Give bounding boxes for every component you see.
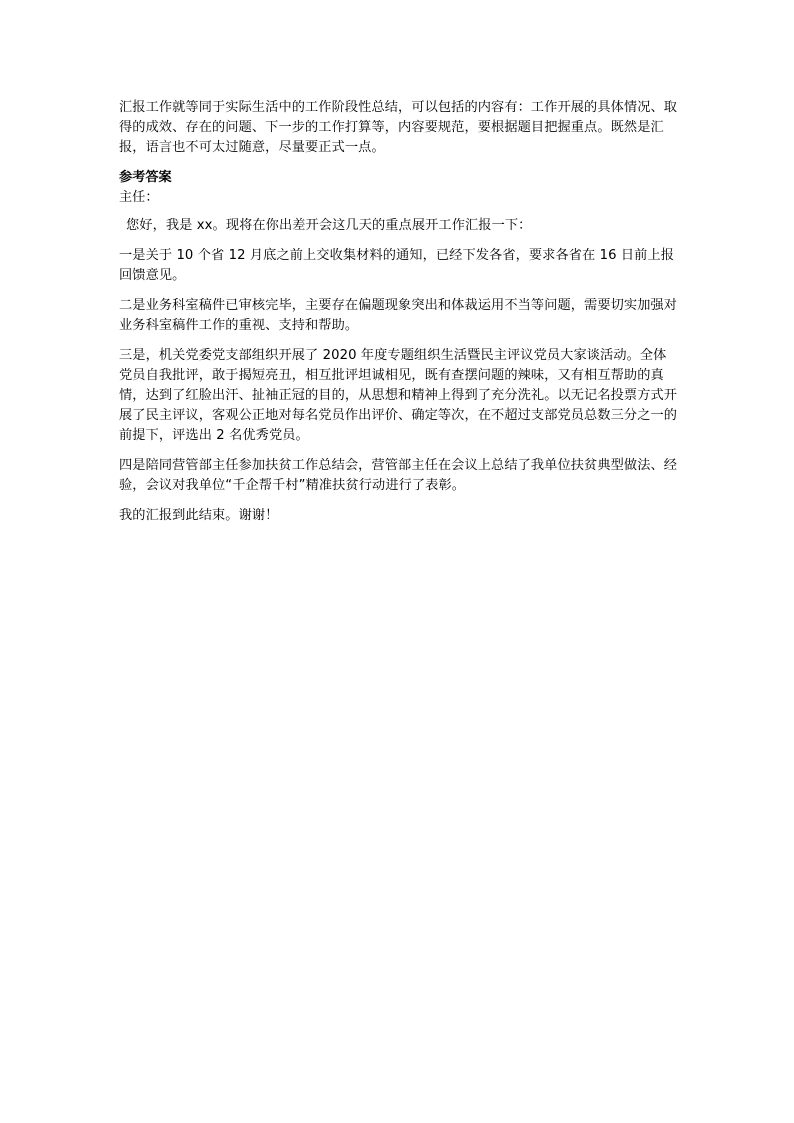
intro-paragraph: 汇报工作就等同于实际生活中的工作阶段性总结，可以包括的内容有：工作开展的具体情况、取得的成效、存在的问题、下一步的工作打算等，内容要规范，要根据题目把握重点。既然是汇报，语言也不可太过随意，尽量要正式一点。 [119,100,678,155]
report-item-4: 四是陪同营管部主任参加扶贫工作总结会，营管部主任在会议上总结了我单位扶贫典型做法、经验，会议对我单位“千企帮千村”精准扶贫行动进行了表彰。 [119,458,678,493]
closing-paragraph: 我的汇报到此结束。谢谢！ [119,508,279,523]
report-item-3: 三是，机关党委党支部组织开展了 2020 年度专题组织生活暨民主评议党员大家谈活动。全体党员自我批评，敢于揭短亮丑，相互批评坦诚相见，既有查摆问题的辣味，又有相互帮助的真情，达到了红脸出汗、扯袖正冠的目的，从思想和精神上得到了充分洗礼。以无记名投票方式开展了民主评议，客观公正地对每名党员作出评价、确定等次，在不超过支部党员总数三分之一的前提下，评选出 2 名优秀党员。 [119,348,678,443]
report-item-1: 一是关于 10 个省 12 月底之前上交收集材料的通知，已经下发各省，要求各省在 16 日前上报回馈意见。 [119,248,675,283]
answer-heading: 参考答案 [119,170,172,185]
salutation: 主任： [119,190,159,205]
greeting-paragraph: 您好，我是 xx。现将在你出差开会这几天的重点展开工作汇报一下： [126,218,532,233]
document-page [119,98,679,536]
report-item-2: 二是业务科室稿件已审核完毕，主要存在偏题现象突出和体裁运用不当等问题，需要切实加强对业务科室稿件工作的重视、支持和帮助。 [119,298,678,333]
